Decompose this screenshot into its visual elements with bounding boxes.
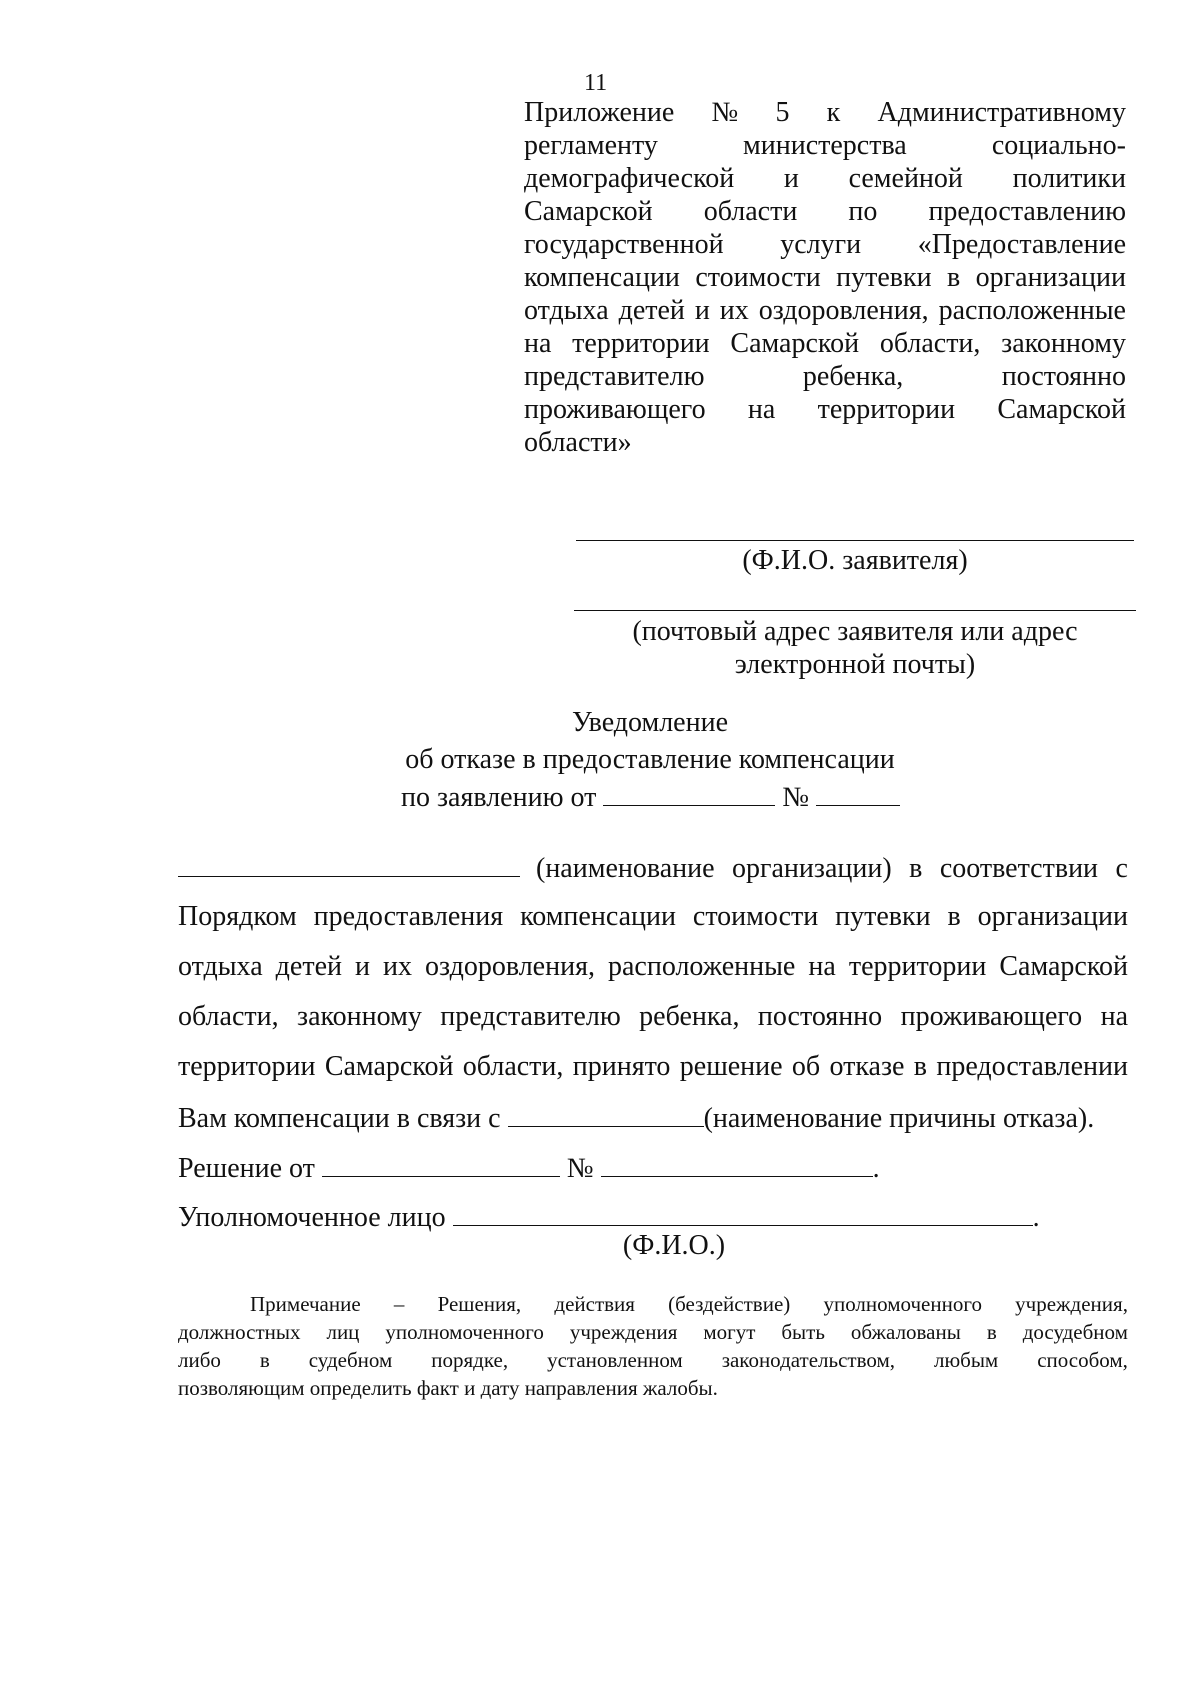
note-word: в <box>259 1348 270 1372</box>
decision-prefix: Решение от <box>178 1153 315 1184</box>
appendix-line <box>524 393 1126 426</box>
body-word: в <box>909 853 923 884</box>
body-word: решение <box>679 1051 783 1082</box>
note-paragraph <box>178 1290 1128 1402</box>
note-word: законодательством, <box>721 1348 895 1372</box>
body-line <box>178 1050 1128 1084</box>
appendix-word: в <box>947 262 961 293</box>
note-word: быть <box>781 1320 825 1344</box>
appendix-line <box>524 261 1126 294</box>
body-word: ребенка, <box>639 1001 740 1032</box>
body-word: проживающего <box>900 1001 1083 1032</box>
body-word: и <box>355 951 370 982</box>
application-date-blank <box>603 779 775 806</box>
appendix-word: области, <box>879 328 981 359</box>
body-word: об <box>791 1051 821 1082</box>
body-word: отказе <box>829 1051 905 1082</box>
note-word: установленном <box>547 1348 683 1372</box>
reason-caption: (наименование причины отказа). <box>703 1103 1095 1134</box>
body-line-1 <box>178 850 1128 886</box>
body-word: принято <box>572 1051 671 1082</box>
note-word: либо <box>178 1348 221 1372</box>
appendix-line <box>524 228 1126 261</box>
reason-blank <box>508 1100 704 1127</box>
appendix-word: Самарской <box>730 328 860 359</box>
appendix-word: государственной <box>524 229 724 260</box>
body-line <box>178 900 1128 934</box>
application-number-sign: № <box>782 782 810 813</box>
applicant-address-line <box>574 610 1136 611</box>
appendix-line <box>524 195 1126 228</box>
appendix-word: Самарской <box>524 196 653 227</box>
authorized-prefix: Уполномоченное лицо <box>178 1202 446 1233</box>
appendix-word: политики <box>1012 163 1126 194</box>
appendix-word: законному <box>1001 328 1126 359</box>
body-line <box>178 950 1128 984</box>
body-word: законному <box>297 1001 422 1032</box>
note-word: лиц <box>326 1320 360 1344</box>
body-word: организации) <box>732 853 892 884</box>
applicant-address-caption-line1: (почтовый адрес заявителя или адрес <box>632 616 1078 647</box>
body-word: отдыха <box>178 951 263 982</box>
appendix-header <box>524 96 1126 459</box>
appendix-word: услуги <box>780 229 862 260</box>
appendix-word: Самарской <box>997 394 1126 425</box>
note-word: учреждения <box>569 1320 678 1344</box>
appendix-word: проживающего <box>524 394 706 425</box>
notice-subtitle: об отказе в предоставление компенсации <box>405 744 895 775</box>
appendix-word: 5 <box>775 97 790 128</box>
body-word: с <box>1115 853 1128 884</box>
appendix-word: к <box>826 97 841 128</box>
note-word: могут <box>703 1320 756 1344</box>
appendix-word: путевки <box>836 262 932 293</box>
appendix-word: демографической <box>524 163 735 194</box>
appendix-word: представителю <box>524 361 705 392</box>
authorized-person-blank <box>453 1199 1033 1226</box>
applicant-name-caption: (Ф.И.О. заявителя) <box>742 545 968 576</box>
appendix-word: отдыха <box>524 295 609 326</box>
body-word: в <box>913 1051 928 1082</box>
appendix-word: постоянно <box>1001 361 1126 392</box>
note-word: порядке, <box>431 1348 509 1372</box>
note-word: должностных <box>178 1320 301 1344</box>
reason-prefix: Вам компенсации в связи с <box>178 1103 501 1134</box>
appendix-word: территории <box>572 328 710 359</box>
note-word: уполномоченного <box>385 1320 544 1344</box>
body-word: области, <box>462 1051 564 1082</box>
fio-caption: (Ф.И.О.) <box>622 1230 726 1261</box>
body-word: на <box>1100 1001 1128 1032</box>
note-line: позволяющим определить факт и дату направления жалобы. <box>178 1376 718 1400</box>
decision-end: . <box>872 1153 880 1184</box>
note-word: Примечание <box>250 1292 361 1316</box>
appendix-word: ребенка, <box>802 361 904 392</box>
appendix-word: стоимости <box>695 262 821 293</box>
appendix-word: на <box>747 394 776 425</box>
body-word: (наименование <box>536 853 715 884</box>
application-number-blank <box>816 779 900 806</box>
body-word: области, <box>178 1001 279 1032</box>
appendix-word: по <box>848 196 878 227</box>
appendix-word: регламенту <box>524 130 658 161</box>
note-word: Решения, <box>437 1292 522 1316</box>
body-word: детей <box>275 951 342 982</box>
body-word: постоянно <box>757 1001 883 1032</box>
appendix-word: их <box>719 295 749 326</box>
note-word: действия <box>554 1292 635 1316</box>
notice-application-line <box>401 779 900 815</box>
appendix-word: расположенные <box>938 295 1126 326</box>
body-word: территории <box>178 1051 316 1082</box>
body-word: оздоровления, <box>425 951 595 982</box>
appendix-line <box>524 96 1126 129</box>
decision-date-blank <box>322 1150 560 1177</box>
appendix-line <box>524 360 1126 393</box>
body-word: Самарской <box>999 951 1128 982</box>
note-word: досудебном <box>1022 1320 1128 1344</box>
appendix-word: компенсации <box>524 262 680 293</box>
decision-line <box>178 1150 1128 1186</box>
body-line-1-text <box>536 852 1128 886</box>
body-word: организации <box>977 901 1128 932</box>
note-line <box>178 1290 1128 1318</box>
appendix-word: предоставлению <box>928 196 1126 227</box>
body-word: в <box>947 901 961 932</box>
applicant-address-caption-line2: электронной почты) <box>734 649 976 680</box>
decision-number-sign: № <box>566 1153 594 1184</box>
appendix-line <box>524 294 1126 327</box>
note-line <box>178 1318 1128 1346</box>
note-word: обжалованы <box>850 1320 961 1344</box>
decision-number-blank <box>601 1150 873 1177</box>
note-word: учреждения, <box>1015 1292 1128 1316</box>
application-prefix: по заявлению от <box>401 782 597 813</box>
body-word: стоимости <box>692 901 819 932</box>
note-line <box>178 1346 1128 1374</box>
appendix-line <box>524 327 1126 360</box>
authorized-end: . <box>1032 1202 1040 1233</box>
notice-title: Уведомление <box>571 707 728 738</box>
body-line <box>178 1000 1128 1034</box>
body-word: путевки <box>835 901 931 932</box>
organization-blank <box>178 850 520 877</box>
appendix-word: министерства <box>743 130 907 161</box>
body-word: на <box>808 951 836 982</box>
body-word: Порядком <box>178 901 297 932</box>
body-word: компенсации <box>520 901 676 932</box>
page-number: 11 <box>584 70 608 96</box>
appendix-word: области <box>703 196 798 227</box>
body-word: предоставлении <box>936 1051 1128 1082</box>
note-word: способом, <box>1037 1348 1128 1372</box>
appendix-word: и <box>694 295 710 326</box>
appendix-word: и <box>783 163 799 194</box>
appendix-word: № <box>711 97 739 128</box>
appendix-line <box>524 162 1126 195</box>
appendix-word: оздоровления, <box>758 295 929 326</box>
appendix-line: области» <box>524 427 632 458</box>
body-word: их <box>383 951 413 982</box>
appendix-word: организации <box>975 262 1126 293</box>
note-word: любым <box>933 1348 999 1372</box>
appendix-line <box>524 129 1126 162</box>
appendix-word: Административному <box>877 97 1126 128</box>
note-word: (бездействие) <box>668 1292 791 1316</box>
reason-line <box>178 1100 1128 1136</box>
appendix-word: территории <box>817 394 956 425</box>
body-word: представителю <box>440 1001 621 1032</box>
body-word: предоставления <box>313 901 504 932</box>
body-word: соответствии <box>939 853 1099 884</box>
appendix-word: Приложение <box>524 97 675 128</box>
body-word: территории <box>848 951 987 982</box>
body-word: Самарской <box>324 1051 454 1082</box>
appendix-word: «Предоставление <box>917 229 1126 260</box>
applicant-name-line <box>576 540 1134 541</box>
appendix-word: социально- <box>991 130 1126 161</box>
appendix-word: семейной <box>848 163 963 194</box>
note-word: в <box>986 1320 997 1344</box>
note-word: – <box>393 1292 405 1316</box>
appendix-word: на <box>524 328 552 359</box>
note-word: уполномоченного <box>823 1292 982 1316</box>
note-word: судебном <box>308 1348 393 1372</box>
appendix-word: детей <box>618 295 685 326</box>
body-word: расположенные <box>607 951 796 982</box>
